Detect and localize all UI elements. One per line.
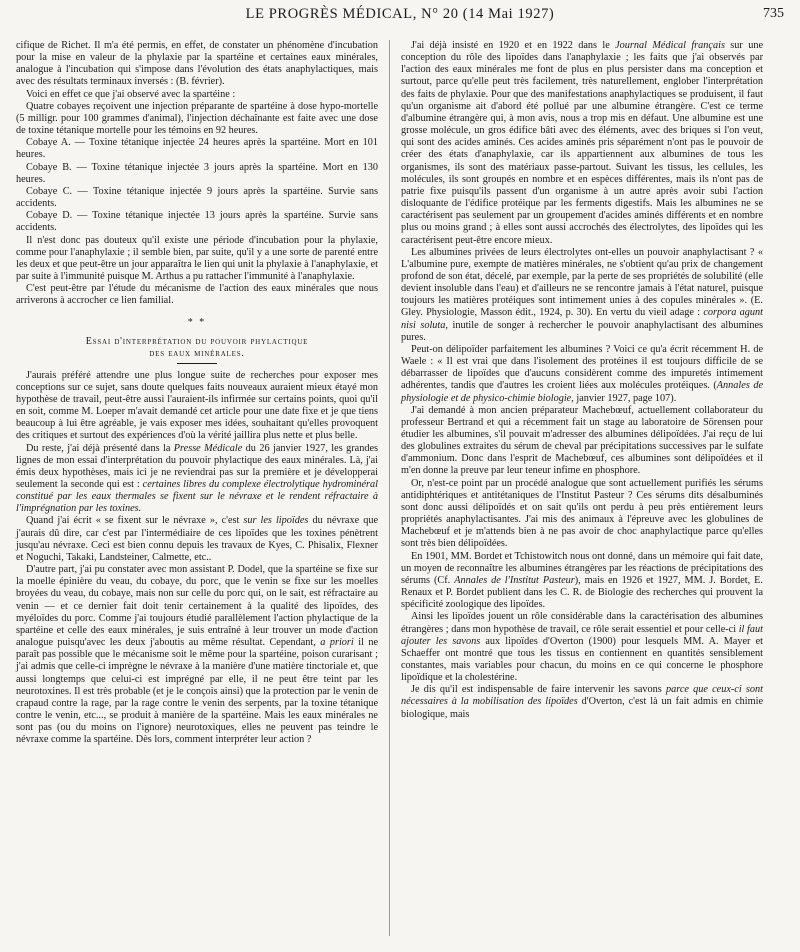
italic-citation: Annales de physiologie et de physico-chimie biologie (401, 380, 763, 404)
paragraph (16, 515, 378, 564)
right-column (401, 40, 763, 721)
text-run: , inutile de songer à rechercher le pouvoir anaphylactisant des albumines pures. (401, 319, 764, 343)
text-run: En 1901, MM. Bordet et Tchistowitch nous ont donné, dans un mémoire qui fait date, un moyen de reconnaître les albumines étrangères par les réactions de précipitations des sérums (Cf. (401, 550, 763, 586)
section-asterism: * * (187, 317, 207, 329)
paragraph: Cobaye A. — Toxine tétanique injectée 24 heures après la spartéine. Mort en 101 heures. (16, 137, 378, 161)
running-title: LE PROGRÈS MÉDICAL, N° 20 (14 Mai 1927) (245, 6, 555, 22)
paragraph: cifique de Richet. Il m'a été permis, en effet, de constater un phénomène d'incubation pour la mise en valeur de la phylaxie par la spartéine et certaines eaux minérales, analogue à l'incubation qui s'impose dans l'évolution des états anaphylactiques, mais avec des résultats terminaux inversés : (B. février). (16, 40, 378, 88)
text-run: Du reste, j'ai déjà présenté dans la (26, 442, 174, 454)
text-run: aux lipoïdes d'Overton (1900) pour lesquels MM. A. Mayer et Schaeffer ont montré que tous les tissus en contiennent en quantités sensiblement constantes, mais variables pour chacun, du moins en ce qui concerne le phosphore lipoïdique et la cholestérine. (401, 635, 763, 684)
text-run: il ne paraît pas possible que le mécanisme soit le même pour la spartéine, poison curarisant ; j'ai admis que celle-ci imprègne le névraxe à la manière d'une matière tinctoriale et, que aussi longtemps que celui-ci est imprégné par elle, il ne peut être teint par les neurotoxines. Il est très probable (et je le conçois ainsi) que la protection par le venin de crapaud contre la rage, par la rage contre le venin des serpents, par la toxine tétanique contre le venin, etc..., se produit à manière de la spartéine. Mais les eaux minérales ne sont pas (ou du moins on l'ignore) neurotoxiques, elles ne peuvent pas teindre le névraxe comme la spartéine. Dès lors, comment interpréter leur action ? (16, 637, 378, 746)
text-run: Quand j'ai écrit « se fixent sur le névraxe », c'est (26, 515, 244, 527)
paragraph: Quatre cobayes reçoivent une injection préparante de spartéine à dose hypo-mortelle (5 milligr. pour 100 grammes d'animal), l'injection déchaînante est faite avec une dose de toxine tétanique mortelle pour les témoins en 92 heures. (16, 100, 378, 137)
italic-hypothesis: certaines libres du complexe électrolytique hydrominéral constitué par les eaux thermales se fixent sur le névraxe et le rendent réfractaire à l'imprégnation par les toxines. (16, 479, 378, 515)
text-run: , janvier 1927, page 107). (571, 392, 677, 404)
text-run: ), mais en 1926 et 1927, MM. J. Bordet, E. Renaux et P. Bordet publient dans les C. R. de Biologie des recherches qui prouvent la spécificité zoologique des lipoïdes. (401, 574, 763, 611)
page-number: 735 (763, 6, 784, 21)
page-header (0, 6, 800, 26)
paragraph (16, 564, 378, 746)
italic-emphasis: parce que ceux-ci sont nécessaires à la mobilisation des lipoïdes (401, 684, 763, 708)
italic-emphasis: a priori (320, 637, 354, 649)
text-run: Je dis qu'il est indispensable de faire intervenir les savons (411, 684, 666, 696)
paragraph (401, 247, 763, 344)
italic-emphasis: il faut ajouter les savons (401, 623, 763, 647)
section-title-line-1: Essai d'interprétation du pouvoir phylactique (85, 335, 309, 347)
italic-citation: Annales de l'Institut Pasteur (454, 574, 575, 586)
paragraph (401, 611, 763, 684)
section-title-line-2: des eaux minérales. (149, 347, 245, 359)
section-title (16, 336, 378, 364)
paragraph: Voici en effet ce que j'ai observé avec la spartéine : (26, 88, 236, 100)
paragraph: J'aurais préféré attendre une plus longue suite de recherches pour exposer mes conceptions sur ce sujet, sans doute quelques faits nouveaux auraient mieux étayé mon hypothèse de travail, peut-être aussi l'auraient-ils infirmée sur certains points, quoi qu'il en soit, comme M. Loeper m'avait demandé cet article pour une date fixe et je que tiens beaucoup à lui être agréable, je vais exposer mes idées, souhaitant qu'elles provoquent des critiques et surtout des expériences d'où la vérité jaillira plus nette et plus belle. (16, 369, 378, 442)
text-run: D'autre part, j'ai pu constater avec mon assistant P. Dodel, que la spartéine se fixe sur la moelle épinière du veau, du cobaye, du porc, que le venin se fixe sur les moelles broyées du veau, du cobaye, mais non sur celle du porc qui, on le sait, est réfractaire au venin — et ce dernier fait doit tenir certainement à la qualité des lipoïdes, des myéloïdes du porc. Comme j'ai toujours étudié parallèlement l'action phylactique de la spartéine et celle des eaux minérales, je suis entraîné à leur trouver un mode d'action analogue puisqu'avec les deux j'aboutis au même résultat. Cependant, (16, 564, 378, 649)
paragraph: Il n'est donc pas douteux qu'il existe une période d'incubation pour la phylaxie, comme pour l'anaphylaxie ; il semble bien, par suite, qu'il y a une sorte de parenté entre les deux et que peut-être un jour apparaîtra le lien qui unit la phylaxie à l'anaphylaxie, et par suite à l'immunité puisque M. Arthus a pu rattacher l'immunité à l'anaphylaxie. (16, 234, 378, 282)
text-run: d'Overton, c'est là un fait admis en chimie biologique, mais (401, 696, 764, 720)
paragraph: Cobaye C. — Toxine tétanique injectée 9 jours après la spartéine. Survie sans accidents. (16, 185, 378, 210)
paragraph (401, 684, 763, 720)
text-run: Les albumines privées de leurs électrolytes ont-elles un pouvoir anaphylactisant ? « L'albumine pure, exempte de matières minérales, ne s'obtient qu'au prix de changement profond de son état, décelé, par exemple, par la perte de ses propriétés de solubilité (elle devient insoluble dans l'eau) et d'ailleurs ne se rencontre jamais à l'état naturel, puisque toujours les matières protéiques sont intimement unies à des copules minérales ». (E. Gley. Physiologie, Masson édit., 1924, p. 30). En vertu du vieil adage : (401, 246, 763, 319)
paragraph: C'est peut-être par l'étude du mécanisme de l'action des eaux minérales que nous arriverons à accrocher ce lien familial. (16, 283, 378, 307)
italic-citation: Presse Médicale (173, 442, 243, 454)
column-divider (389, 40, 390, 936)
paragraph (401, 40, 763, 247)
text-run: Ainsi les lipoïdes jouent un rôle considérable dans la caractérisation des albumines étrangères ; dans mon hypothèse de travail, ce rôle serait essentiel et pour celle-ci (401, 611, 763, 635)
paragraph (401, 344, 763, 405)
text-run: sur une conception du rôle des lipoïdes dans l'anaphylaxie ; les faits que j'ai observés par l'action des eaux minérales me font de plus en plus persister dans ma conception et surtout, parce qu'elle peut très facilement, très naturellement, englober l'interprétation des faits de phylaxie. Pour que des manifestations anaphylactiques se produisent, il faut qu'un organisme ait d'abord été pollué par une albumine étrangère. C'est ce terme d'albumine étrangère qui, à mon avis, nous a trop mis en défaut. Une albumine est une grosse molécule, un gros édifice bâti avec des éléments, avec des briques si l'on veut, qui sont des acides aminés. Ces acides aminés pris séparément n'ont pas le pouvoir de créer des états d'anaphylaxie, car ils appartiennent aux albumines de tous les organismes, ils sont des matériaux passe-partout. Suivant les tissus, les cellules, les molécules, ils sont groupés en nombre et en espèces différentes, mais ils n'ont pas de patrie fixe puisqu'ils passent d'un organisme à un autre après avoir subi l'action disloquante de l'édifice protéique par les ferments digestifs. Mais les albumines ne se caractérisent pas seulement par un groupement d'acides aminés différents et en nombre plus ou moins grand ; à elles sont aussi accrochés des électrolytes, des lipoïdes qui les caractérisent peut-être encore mieux. (401, 40, 764, 246)
italic-citation: Journal Médical français (615, 40, 725, 51)
paragraph: Cobaye B. — Toxine tétanique injectée 3 jours après la spartéine. Mort en 130 heures. (16, 161, 378, 185)
left-column (16, 40, 378, 746)
paragraph: Or, n'est-ce point par un procédé analogue que sont actuellement purifiés les sérums antidiphtériques et antitétaniques de l'Institut Pasteur ? Ces sérums dits désalbuminés sont donc aussi délipoïdés et on sait qu'ils ont perdu à peu près entièrement leurs propriétés anaphylactisantes. J'ai mis des animaux à l'épreuve avec les globulines de Machebœuf et je m'attends bien à ne pas avoir de choc anaphylactique parce qu'elles sont très bien délipoïdées. (401, 477, 763, 550)
text-run: Peut-on délipoïder parfaitement les albumines ? Voici ce qu'a écrit récemment H. de Waele : « Il est vrai que dans l'isolement des protéines il est toujours difficile de se débarrasser de lipoïdes que d'aucuns considèrent comme des impuretés intimement adhérentes, tandis que d'autres les croient liées aux molécules protéiques. ( (401, 343, 763, 392)
paragraph (401, 551, 763, 612)
paragraph (16, 443, 378, 516)
italic-emphasis: sur les lipoïdes (243, 515, 309, 527)
section-title-rule (177, 363, 217, 364)
text-run: du 26 janvier 1927, les grandes lignes de mon essai d'interprétation du pouvoir phylactique des eaux minérales. Là, j'ai émis deux hypothèses, mais ici je ne reviendrai pas sur la première et je développerai seulement la seconde qui est : (16, 442, 378, 490)
paragraph: Cobaye D. — Toxine tétanique injectée 13 jours après la spartéine. Survie sans accidents. (16, 210, 378, 234)
italic-latin-adage: corpora agunt nisi soluta (401, 307, 763, 331)
text-run: du névraxe que j'aurais dû dire, car c'est par l'intermédiaire de ces lipoïdes que les toxines pénètrent jusqu'au névraxe. Ceci est bien connu depuis les travaux de Kyes, C. Phisalix, Flexner et Noguchi, Takaki, Landsteiner, Calmette, etc.. (16, 515, 378, 563)
paragraph: J'ai demandé à mon ancien préparateur Machebœuf, actuellement collaborateur du professeur Bertrand et qui a récemment fait un stage au laboratoire de Sörensen pour étudier les albumines, s'il pouvait m'adresser des albumines délipoïdées. J'ai reçu de lui des globulines extraites du sérum de cheval par précipitations successives par le sulfate d'ammonium. Donc dans l'esprit de Machebœuf, ces albumines sont délipoïdées et il m'en donne la preuve par leur teneur infime en phosphore. (401, 404, 763, 477)
text-run: J'ai déjà insisté en 1920 et en 1922 dans le (411, 40, 616, 51)
